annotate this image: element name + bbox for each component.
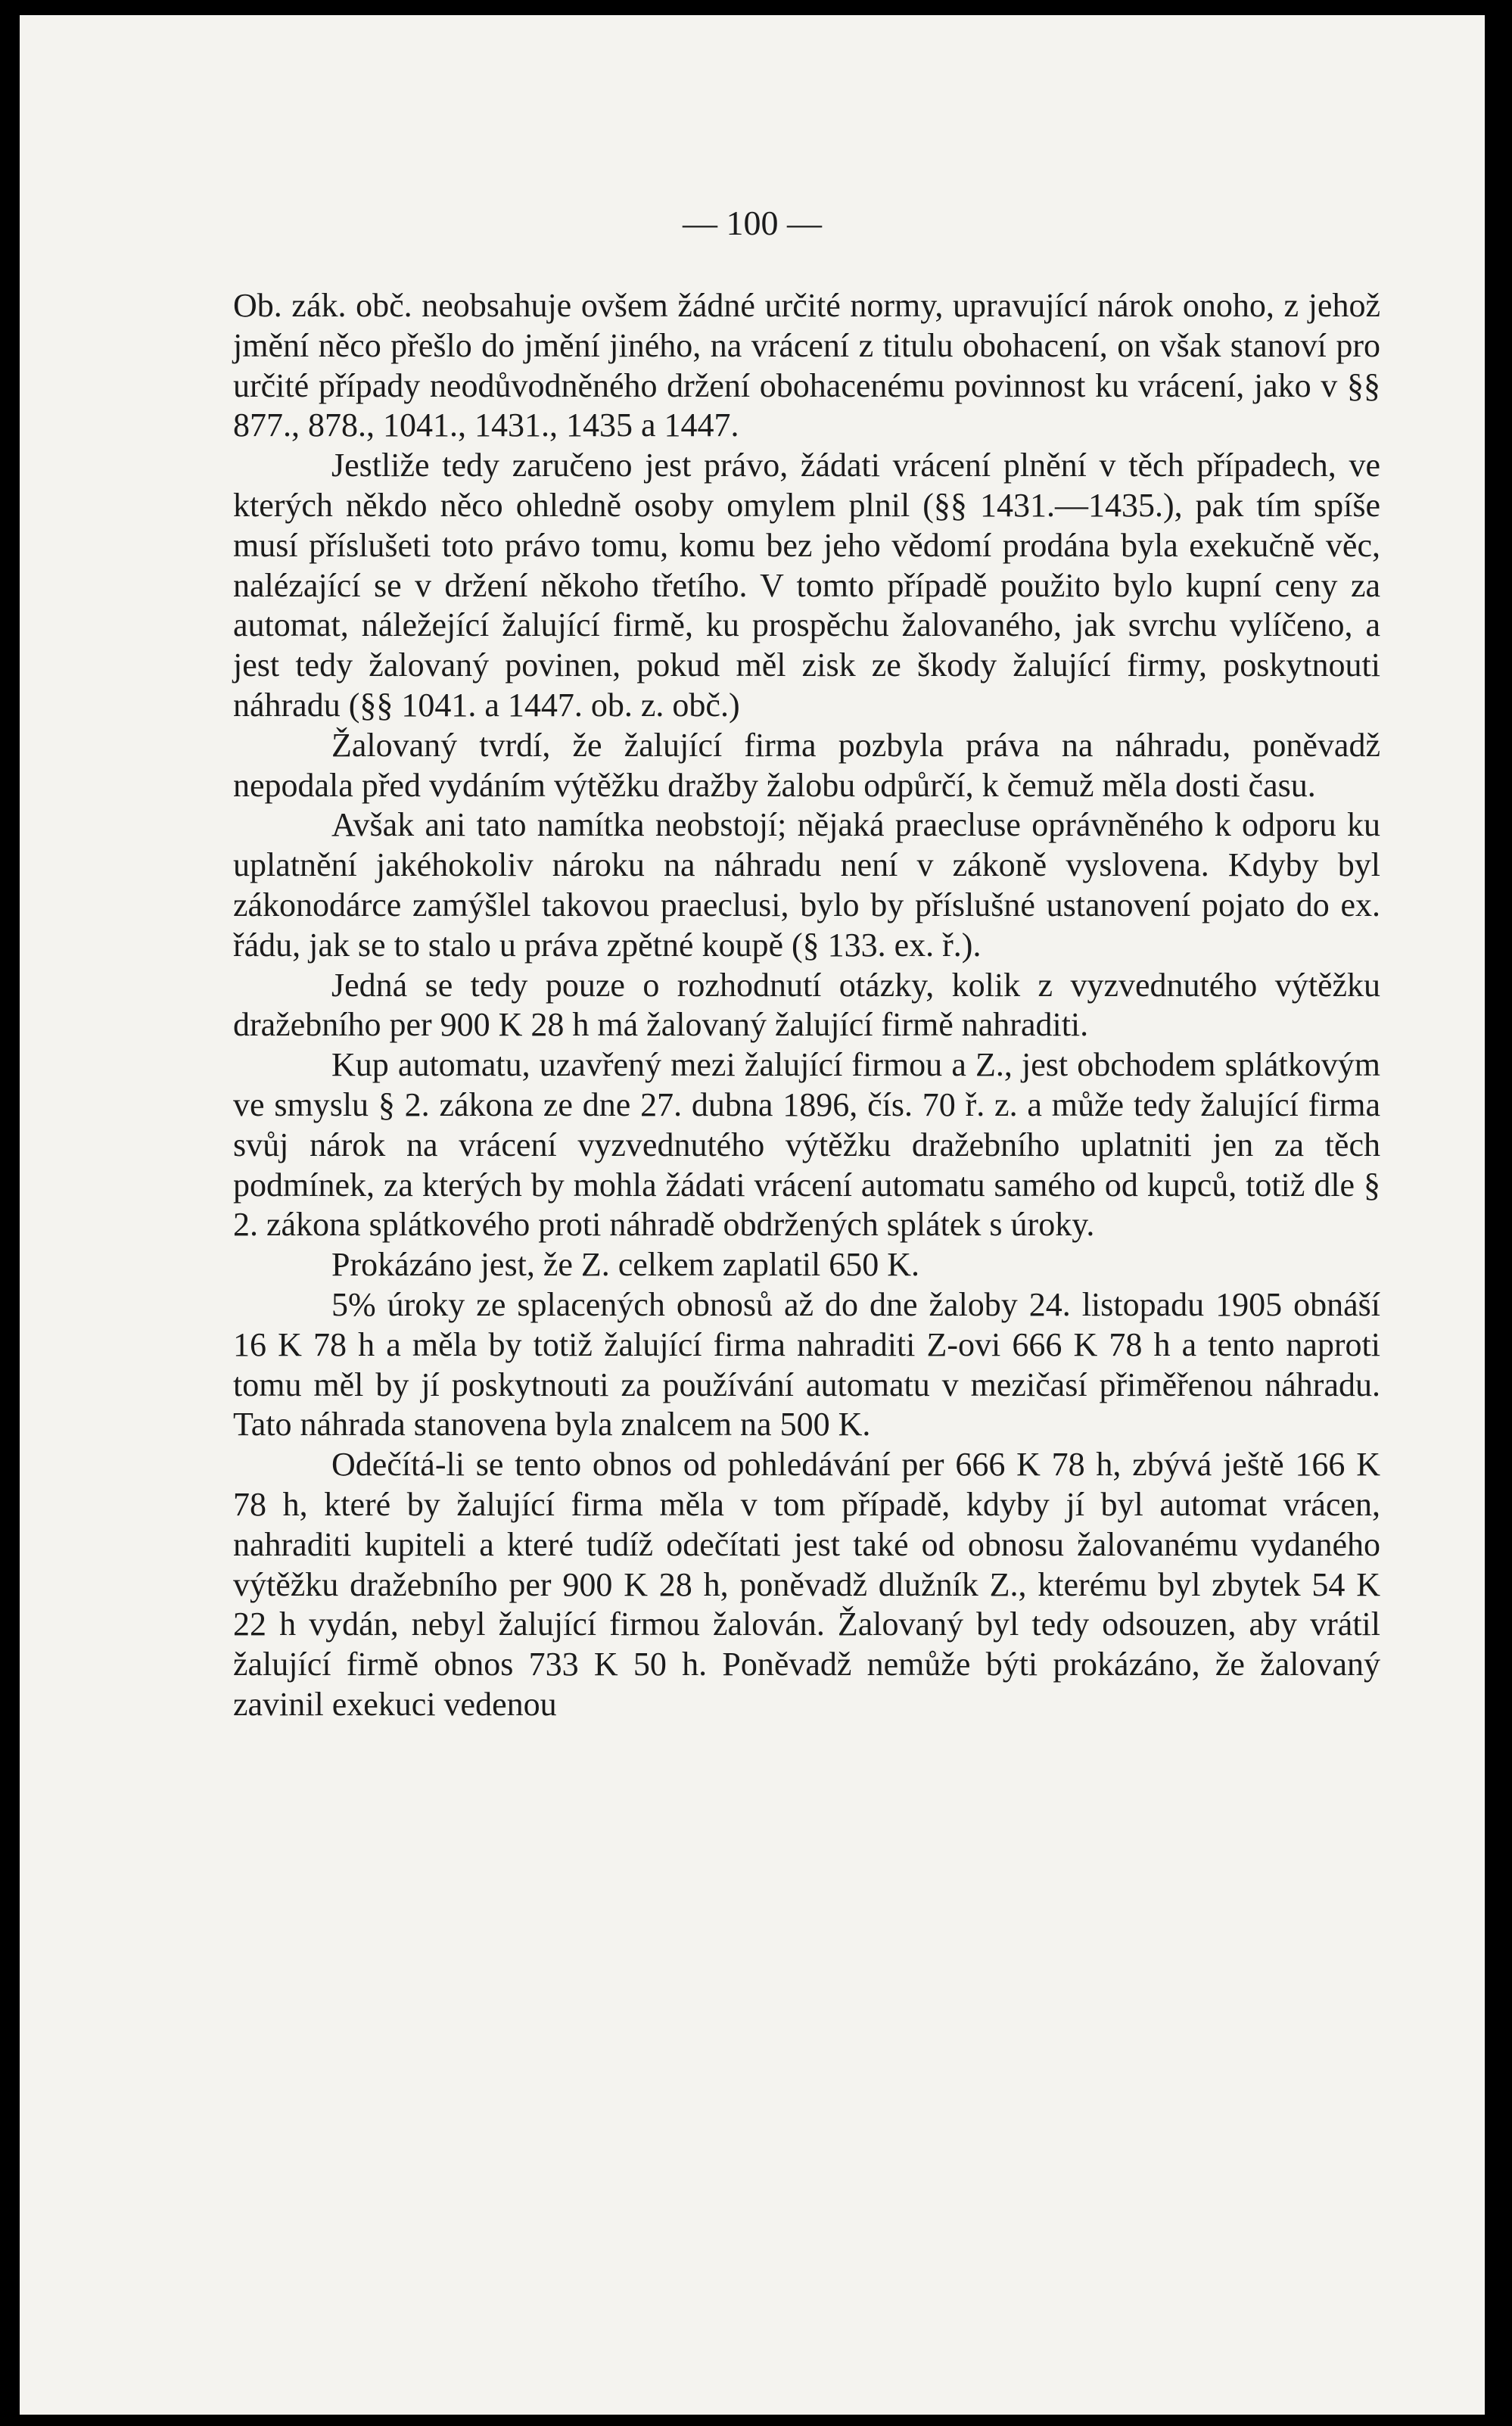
page-sheet bbox=[20, 15, 1485, 2415]
paragraph-9: Odečítá-li se tento obnos od pohledávání per 666 K 78 h, zbývá ještě 166 K 78 h, které by žalující firma měla v tom případě, kdyby jí byl automat vrácen, nahraditi kupiteli a které tudíž odečítati jest také od obnosu žalovanému vydaného výtěžku dražebního per 900 K 28 h, poněvadž dlužník Z., kterému byl zbytek 54 K 22 h vydán, nebyl žalující firmou žalován. Žalovaný byl tedy odsouzen, aby vrátil žalující firmě obnos 733 K 50 h. Poněvadž nemůže býti prokázáno, že žalovaný zavinil exekuci vedenou bbox=[233, 1446, 1380, 1723]
paragraph-7: Prokázáno jest, že Z. celkem zaplatil 650 K. bbox=[331, 1246, 920, 1284]
page-number: — 100 — bbox=[683, 204, 822, 242]
paragraph-6: Kup automatu, uzavřený mezi žalující firmou a Z., jest obchodem splátkovým ve smyslu § 2. zákona ze dne 27. dubna 1896, čís. 70 ř. z. a může tedy žalující firma svůj nárok na vrácení vyzvednutého výtěžku dražebního uplatniti jen za těch podmínek, za kterých by mohla žádati vrácení automatu samého od kupců, totiž dle § 2. zákona splátkového proti náhradě obdržených splátek s úroky. bbox=[233, 1046, 1380, 1244]
paragraph-1: Ob. zák. obč. neobsahuje ovšem žádné určité normy, upravující nárok onoho, z jehož jmění něco přešlo do jmění jiného, na vrácení z titulu obohacení, on však stanoví pro určité případy neodůvodněného držení obohacenému povinnost ku vrácení, jako v §§ 877., 878., 1041., 1431., 1435 a 1447. bbox=[233, 287, 1380, 444]
paragraph-2: Jestliže tedy zaručeno jest právo, žádati vrácení plnění v těch případech, ve kterých někdo něco ohledně osoby omylem plnil (§§ 1431.—1435.), pak tím spíše musí příslušeti toto právo tomu, komu bez jeho vědomí prodána byla exekučně věc, nalézající se v držení někoho třetího. V tomto případě použito bylo kupní ceny za automat, náležející žalující firmě, ku prospěchu žalovaného, jak svrchu vylíčeno, a jest tedy žalovaný povinen, pokud měl zisk ze škody žalující firmy, poskytnouti náhradu (§§ 1041. a 1447. ob. z. obč.) bbox=[233, 447, 1380, 724]
paragraph-8: 5% úroky ze splacených obnosů až do dne žaloby 24. listopadu 1905 obnáší 16 K 78 h a měla by totiž žalující firma nahraditi Z-ovi 666 K 78 h a tento naproti tomu měl by jí poskytnouti za používání automatu v mezičasí přiměřenou náhradu. Tato náhrada stanovena byla znalcem na 500 K. bbox=[233, 1285, 1380, 1443]
paragraph-5: Jedná se tedy pouze o rozhodnutí otázky, kolik z vyzvednutého výtěžku dražebního per 900 K 28 h má žalovaný žalující firmě nahraditi. bbox=[233, 966, 1380, 1044]
paragraph-4: Avšak ani tato namítka neobstojí; nějaká praecluse oprávněného k odporu ku uplatnění jakéhokoliv nároku na náhradu není v zákoně vyslovena. Kdyby byl zákonodárce zamýšlel takovou praeclusi, bylo by příslušné ustanovení pojato do ex. řádu, jak se to stalo u práva zpětné koupě (§ 133. ex. ř.). bbox=[233, 806, 1380, 964]
paragraph-3: Žalovaný tvrdí, že žalující firma pozbyla práva na náhradu, poněvadž nepodala před vydáním výtěžku dražby žalobu odpůrčí, k čemuž měla dosti času. bbox=[233, 726, 1380, 804]
body-text bbox=[233, 286, 1380, 1725]
